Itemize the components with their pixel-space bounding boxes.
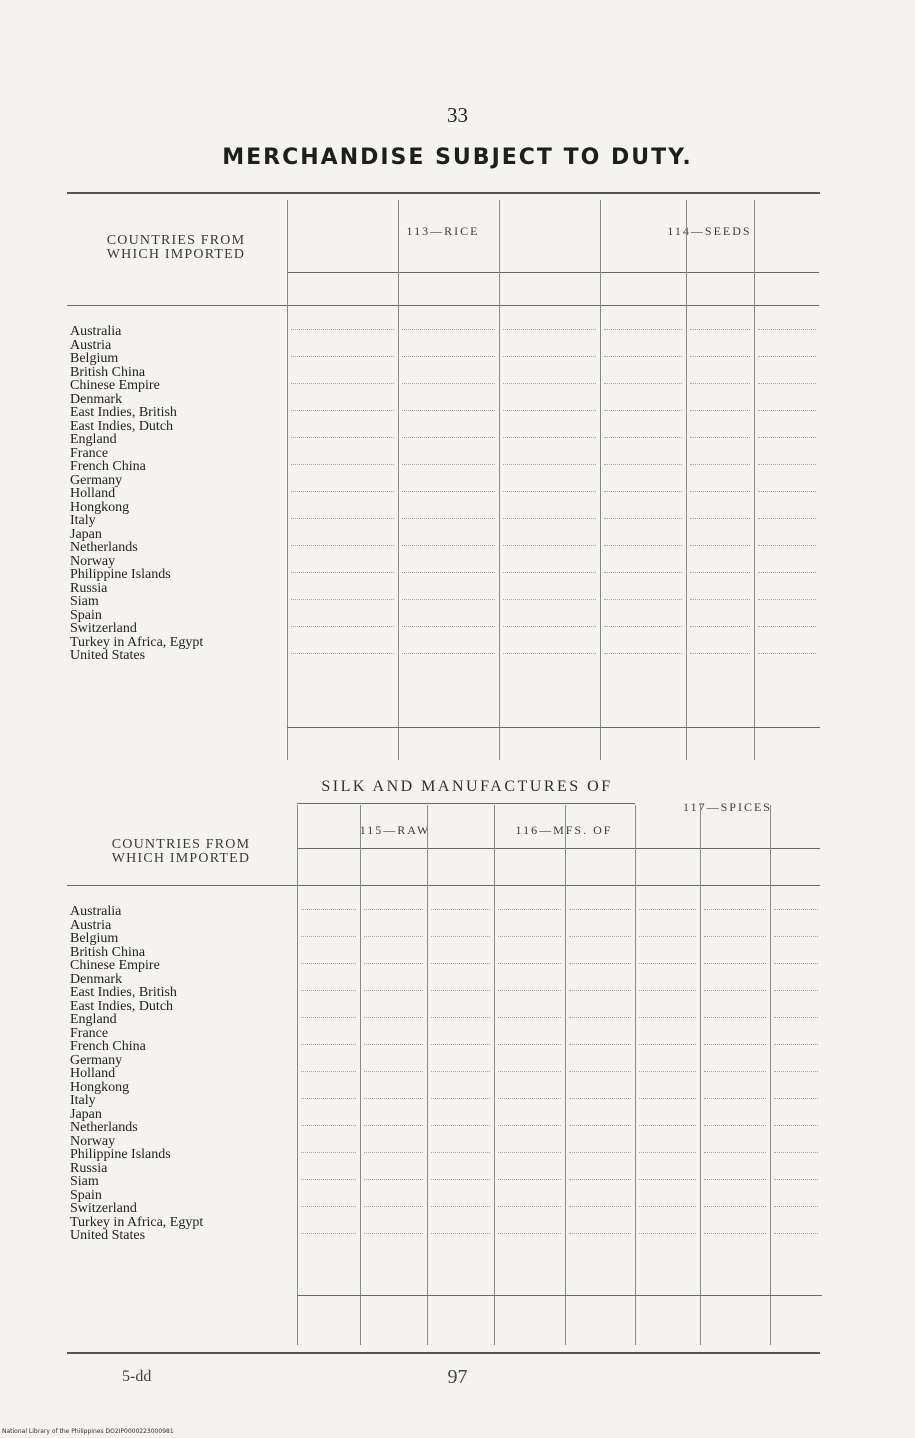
t1-leader-dots	[604, 464, 682, 465]
t2-leader-dots	[704, 990, 766, 991]
t1-leader-dots	[758, 545, 816, 546]
t2-leader-dots	[569, 1233, 631, 1234]
t2-leader-dots	[774, 936, 818, 937]
t2-leader-dots	[774, 1152, 818, 1153]
t1-leader-dots	[291, 545, 394, 546]
t2-country-label: Chinese Empire	[70, 959, 160, 973]
t2-country-label: Siam	[70, 1175, 99, 1189]
t1-leader-dots	[758, 383, 816, 384]
t2-leader-dots	[431, 1179, 490, 1180]
t2-country-label: France	[70, 1026, 109, 1040]
t2-leader-dots	[639, 1098, 696, 1099]
t1-leader-dots	[758, 653, 816, 654]
t2-column-divider	[770, 805, 771, 1345]
t2-leader-dots	[704, 1125, 766, 1126]
bottom-rule	[67, 1352, 820, 1354]
t2-leader-dots	[569, 909, 631, 910]
t2-leader-dots	[774, 963, 818, 964]
t2-leader-dots	[704, 1152, 766, 1153]
table2-header-countries: COUNTRIES FROM WHICH IMPORTED	[111, 837, 251, 866]
t2-country-label: Denmark	[70, 972, 123, 986]
t2-country-label: United States	[70, 1229, 146, 1243]
t2-leader-dots	[704, 936, 766, 937]
t1-leader-dots	[690, 464, 750, 465]
t1-column-divider	[398, 200, 399, 760]
t1-leader-dots	[291, 437, 394, 438]
t2-leader-dots	[431, 963, 490, 964]
t2-leader-dots	[704, 1233, 766, 1234]
t2-leader-dots	[704, 1179, 766, 1180]
table1-group-seeds: 114—SEEDS	[667, 224, 752, 238]
t1-leader-dots	[503, 518, 596, 519]
t2-leader-dots	[301, 1179, 356, 1180]
t2-leader-dots	[364, 1125, 423, 1126]
t1-leader-dots	[402, 356, 495, 357]
t1-country-label: Chinese Empire	[70, 379, 160, 393]
t1-leader-dots	[758, 437, 816, 438]
t2-country-label: Germany	[70, 1053, 123, 1067]
t2-leader-dots	[639, 990, 696, 991]
table1-header-countries: COUNTRIES FROM WHICH IMPORTED	[106, 233, 246, 262]
t2-leader-dots	[774, 1125, 818, 1126]
t2-leader-dots	[498, 1152, 561, 1153]
t1-leader-dots	[402, 518, 495, 519]
t1-country-label: Switzerland	[70, 622, 137, 636]
t2-leader-dots	[364, 1152, 423, 1153]
t1-leader-dots	[604, 356, 682, 357]
table2-group-raw: 115—RAW	[359, 823, 431, 837]
t1-leader-dots	[758, 626, 816, 627]
t1-column-divider	[600, 200, 601, 760]
t2-leader-dots	[569, 1179, 631, 1180]
t1-leader-dots	[402, 410, 495, 411]
t1-leader-dots	[758, 356, 816, 357]
t1-leader-dots	[291, 653, 394, 654]
t2-country-label: Russia	[70, 1161, 108, 1175]
t1-leader-dots	[690, 356, 750, 357]
t1-leader-dots	[604, 410, 682, 411]
t2-leader-dots	[364, 1044, 423, 1045]
t1-country-label: Philippine Islands	[70, 568, 171, 582]
t2-leader-dots	[569, 1017, 631, 1018]
t2-leader-dots	[639, 1017, 696, 1018]
t2-leader-dots	[639, 1071, 696, 1072]
t1-leader-dots	[690, 329, 750, 330]
t2-country-label: Italy	[70, 1094, 96, 1108]
t1-country-label: Turkey in Africa, Egypt	[70, 635, 204, 649]
top-rule	[67, 192, 820, 194]
t2-leader-dots	[774, 1044, 818, 1045]
t2-leader-dots	[498, 1017, 561, 1018]
t1-country-label: Germany	[70, 473, 123, 487]
t1-leader-dots	[503, 410, 596, 411]
t1-leader-dots	[503, 383, 596, 384]
t1-country-label: Italy	[70, 514, 96, 528]
t2-leader-dots	[704, 1098, 766, 1099]
t1-leader-dots	[604, 329, 682, 330]
t2-column-divider	[494, 805, 495, 1345]
t2-leader-dots	[569, 990, 631, 991]
table2-super-group: SILK AND MANUFACTURES OF	[321, 778, 613, 795]
t2-leader-dots	[704, 1071, 766, 1072]
t2-country-label: Belgium	[70, 932, 119, 946]
t2-leader-dots	[431, 1206, 490, 1207]
t1-country-label: East Indies, Dutch	[70, 419, 174, 433]
t1-leader-dots	[402, 383, 495, 384]
t2-leader-dots	[498, 1233, 561, 1234]
t2-leader-dots	[498, 990, 561, 991]
t2-leader-dots	[301, 936, 356, 937]
t1-country-label: Holland	[70, 487, 116, 501]
t2-leader-dots	[301, 1098, 356, 1099]
t2-leader-dots	[364, 936, 423, 937]
t2-leader-dots	[301, 1125, 356, 1126]
t2-leader-dots	[569, 1071, 631, 1072]
t1-country-label: Spain	[70, 608, 102, 622]
t2-leader-dots	[431, 1233, 490, 1234]
table2-group-spices: 117—SPICES	[683, 800, 772, 814]
t1-leader-dots	[690, 518, 750, 519]
t1-leader-dots	[291, 599, 394, 600]
t1-country-label: United States	[70, 649, 146, 663]
t2-leader-dots	[774, 1017, 818, 1018]
t2-column-divider	[635, 805, 636, 1345]
t2-leader-dots	[301, 909, 356, 910]
t2-country-label: Holland	[70, 1067, 116, 1081]
t1-country-label: French China	[70, 460, 146, 474]
t2-country-label: Philippine Islands	[70, 1148, 171, 1162]
t2-leader-dots	[364, 1233, 423, 1234]
t1-leader-dots	[402, 329, 495, 330]
t1-country-label: Siam	[70, 595, 99, 609]
t2-leader-dots	[639, 1233, 696, 1234]
t2-leader-dots	[704, 1044, 766, 1045]
t2-column-divider	[297, 805, 298, 1345]
t2-leader-dots	[301, 1044, 356, 1045]
t1-column-divider	[499, 200, 500, 760]
t2-column-divider	[565, 805, 566, 1345]
t1-leader-dots	[690, 626, 750, 627]
t1-leader-dots	[291, 491, 394, 492]
t2-leader-dots	[569, 1125, 631, 1126]
t1-leader-dots	[503, 491, 596, 492]
t1-leader-dots	[690, 410, 750, 411]
t2-leader-dots	[569, 963, 631, 964]
t2-leader-dots	[639, 1179, 696, 1180]
t2-leader-dots	[704, 909, 766, 910]
t2-country-label: Hongkong	[70, 1080, 130, 1094]
t1-leader-dots	[402, 545, 495, 546]
t1-leader-dots	[402, 653, 495, 654]
t1-leader-dots	[604, 572, 682, 573]
t2-leader-dots	[774, 1098, 818, 1099]
t1-leader-dots	[291, 329, 394, 330]
t1-leader-dots	[291, 356, 394, 357]
t1-leader-dots	[291, 410, 394, 411]
table2-group-mfs: 116—MFS. OF	[515, 823, 613, 837]
t1-country-label: Austria	[70, 338, 112, 352]
t1-leader-dots	[503, 437, 596, 438]
t2-country-label: England	[70, 1013, 117, 1027]
t1-leader-dots	[291, 518, 394, 519]
t2-leader-dots	[431, 1071, 490, 1072]
t2-country-label: East Indies, British	[70, 986, 177, 1000]
t2-leader-dots	[498, 1179, 561, 1180]
t2-leader-dots	[498, 1098, 561, 1099]
t2-leader-dots	[431, 1125, 490, 1126]
t2-country-label: Austria	[70, 918, 112, 932]
t2-column-divider	[427, 805, 428, 1345]
t2-leader-dots	[639, 909, 696, 910]
t1-leader-dots	[758, 572, 816, 573]
t1-leader-dots	[758, 599, 816, 600]
t1-leader-dots	[291, 464, 394, 465]
t2-leader-dots	[498, 936, 561, 937]
t2-leader-dots	[569, 1044, 631, 1045]
t1-country-label: Denmark	[70, 392, 123, 406]
t1-leader-dots	[402, 491, 495, 492]
t2-leader-dots	[498, 1071, 561, 1072]
t2-leader-dots	[639, 1044, 696, 1045]
t1-leader-dots	[690, 545, 750, 546]
t1-leader-dots	[402, 572, 495, 573]
t2-leader-dots	[301, 1152, 356, 1153]
t2-country-label: Japan	[70, 1107, 102, 1121]
t2-leader-dots	[364, 1179, 423, 1180]
t2-leader-dots	[431, 1044, 490, 1045]
t2-leader-dots	[774, 909, 818, 910]
t1-leader-dots	[402, 626, 495, 627]
page-title: MERCHANDISE SUBJECT TO DUTY.	[222, 145, 693, 170]
t1-leader-dots	[503, 464, 596, 465]
t2-leader-dots	[431, 936, 490, 937]
t1-country-label: British China	[70, 365, 146, 379]
t1-leader-dots	[758, 464, 816, 465]
t1-leader-dots	[291, 383, 394, 384]
t2-leader-dots	[569, 1206, 631, 1207]
t2-leader-dots	[364, 1071, 423, 1072]
t1-leader-dots	[402, 437, 495, 438]
t1-country-label: Japan	[70, 527, 102, 541]
t2-country-label: Norway	[70, 1134, 116, 1148]
t1-leader-dots	[604, 437, 682, 438]
t1-country-label: East Indies, British	[70, 406, 177, 420]
t2-country-label: Switzerland	[70, 1202, 137, 1216]
t2-leader-dots	[498, 1044, 561, 1045]
t1-leader-dots	[503, 356, 596, 357]
t2-leader-dots	[364, 1098, 423, 1099]
t1-leader-dots	[291, 572, 394, 573]
t1-leader-dots	[690, 599, 750, 600]
t1-leader-dots	[690, 491, 750, 492]
t1-leader-dots	[503, 329, 596, 330]
t2-leader-dots	[301, 990, 356, 991]
t1-country-label: Netherlands	[70, 541, 138, 555]
t1-country-label: France	[70, 446, 109, 460]
t2-leader-dots	[431, 1098, 490, 1099]
t2-leader-dots	[364, 963, 423, 964]
t1-leader-dots	[758, 491, 816, 492]
t2-leader-dots	[569, 1098, 631, 1099]
t2-country-label: East Indies, Dutch	[70, 999, 174, 1013]
t2-leader-dots	[639, 1125, 696, 1126]
t1-leader-dots	[604, 491, 682, 492]
t1-leader-dots	[604, 545, 682, 546]
t1-leader-dots	[690, 653, 750, 654]
t2-leader-dots	[704, 963, 766, 964]
t2-column-divider	[700, 805, 701, 1345]
t2-leader-dots	[569, 1152, 631, 1153]
t2-leader-dots	[431, 1152, 490, 1153]
t2-leader-dots	[498, 963, 561, 964]
t1-leader-dots	[503, 599, 596, 600]
t1-leader-dots	[503, 626, 596, 627]
t2-leader-dots	[704, 1206, 766, 1207]
t1-country-label: Australia	[70, 325, 122, 339]
t2-leader-dots	[301, 1206, 356, 1207]
t1-leader-dots	[402, 599, 495, 600]
t2-leader-dots	[569, 936, 631, 937]
t2-leader-dots	[364, 1017, 423, 1018]
t1-column-divider	[287, 200, 288, 760]
t1-leader-dots	[503, 545, 596, 546]
t2-leader-dots	[431, 909, 490, 910]
t2-leader-dots	[364, 1206, 423, 1207]
t2-country-label: Netherlands	[70, 1121, 138, 1135]
t1-leader-dots	[604, 599, 682, 600]
t1-leader-dots	[503, 572, 596, 573]
archive-fineprint: National Library of the Philippines DO2IP0000223000981	[2, 1428, 174, 1435]
t2-country-label: Turkey in Africa, Egypt	[70, 1215, 204, 1229]
t1-country-label: Hongkong	[70, 500, 130, 514]
t1-leader-dots	[758, 410, 816, 411]
t1-leader-dots	[690, 572, 750, 573]
page-number: 33	[447, 103, 468, 127]
t2-leader-dots	[431, 1017, 490, 1018]
t2-column-divider	[360, 805, 361, 1345]
t1-leader-dots	[604, 653, 682, 654]
t1-leader-dots	[604, 626, 682, 627]
t2-country-label: Australia	[70, 905, 122, 919]
t2-leader-dots	[639, 963, 696, 964]
t2-leader-dots	[498, 1125, 561, 1126]
t1-leader-dots	[758, 518, 816, 519]
t1-country-label: Belgium	[70, 352, 119, 366]
t1-country-label: England	[70, 433, 117, 447]
footer-code: 5-dd	[122, 1368, 152, 1385]
t2-leader-dots	[431, 990, 490, 991]
t1-leader-dots	[758, 329, 816, 330]
t2-leader-dots	[704, 1017, 766, 1018]
t2-leader-dots	[639, 1152, 696, 1153]
t2-leader-dots	[301, 1233, 356, 1234]
t2-country-label: British China	[70, 945, 146, 959]
t1-column-divider	[754, 200, 755, 760]
t2-leader-dots	[498, 1206, 561, 1207]
t2-country-label: French China	[70, 1040, 146, 1054]
t2-leader-dots	[774, 1179, 818, 1180]
t2-leader-dots	[498, 909, 561, 910]
t2-leader-dots	[774, 990, 818, 991]
t1-leader-dots	[291, 626, 394, 627]
t2-leader-dots	[364, 909, 423, 910]
t1-leader-dots	[503, 653, 596, 654]
t1-leader-dots	[604, 383, 682, 384]
t2-leader-dots	[774, 1233, 818, 1234]
t2-leader-dots	[639, 1206, 696, 1207]
t2-leader-dots	[774, 1071, 818, 1072]
t2-leader-dots	[639, 936, 696, 937]
t2-leader-dots	[301, 1017, 356, 1018]
t1-leader-dots	[690, 383, 750, 384]
t1-column-divider	[686, 200, 687, 760]
table1-group-rice: 113—RICE	[406, 224, 480, 238]
t2-leader-dots	[301, 963, 356, 964]
t2-total-rule	[297, 1295, 822, 1296]
t2-leader-dots	[301, 1071, 356, 1072]
t1-leader-dots	[604, 518, 682, 519]
footer-number: 97	[447, 1366, 468, 1388]
t2-leader-dots	[774, 1206, 818, 1207]
t2-country-label: Spain	[70, 1188, 102, 1202]
t1-country-label: Norway	[70, 554, 116, 568]
t1-leader-dots	[690, 437, 750, 438]
t2-leader-dots	[364, 990, 423, 991]
t1-leader-dots	[402, 464, 495, 465]
t1-total-rule	[287, 727, 820, 728]
t1-country-label: Russia	[70, 581, 108, 595]
